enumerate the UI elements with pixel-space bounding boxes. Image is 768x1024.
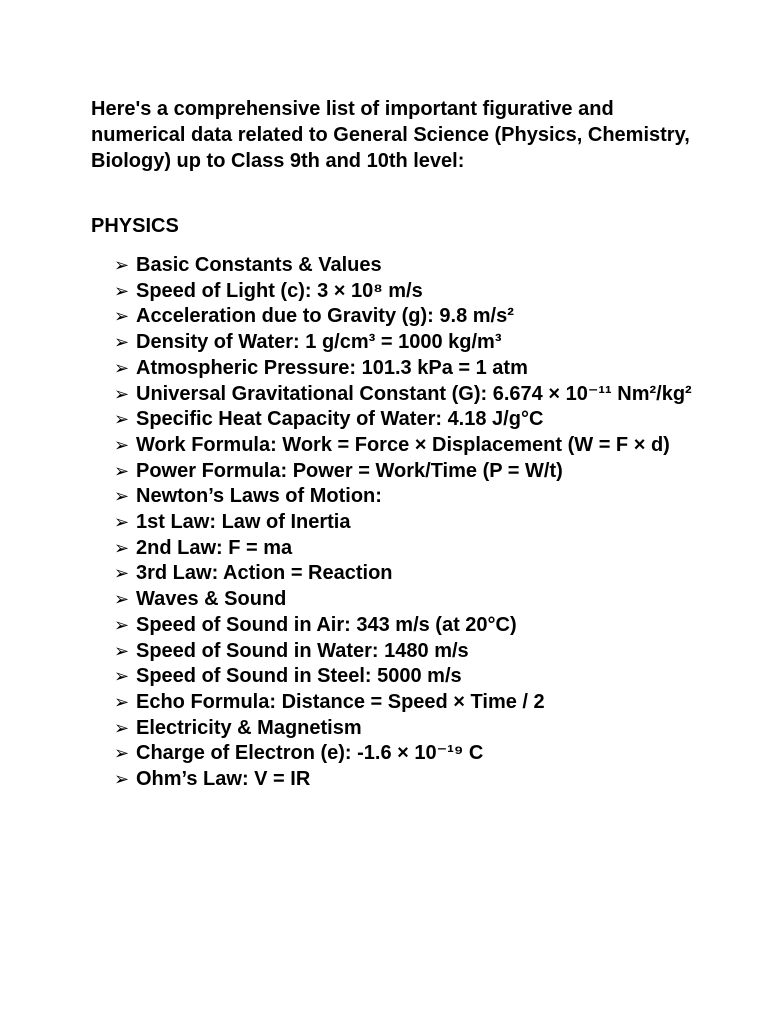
arrow-bullet-icon: ➢ — [114, 614, 130, 636]
list-item-text: Specific Heat Capacity of Water: 4.18 J/g°C — [136, 408, 544, 431]
list-item — [114, 304, 694, 330]
list-item — [114, 510, 694, 536]
list-item — [114, 536, 694, 562]
arrow-bullet-icon: ➢ — [114, 332, 130, 354]
list-item-text: Universal Gravitational Constant (G): 6.674 × 10⁻¹¹ Nm²/kg² — [136, 382, 692, 405]
list-item — [114, 690, 694, 716]
list-item-text: Atmospheric Pressure: 101.3 kPa = 1 atm — [136, 356, 528, 379]
list-item-text: Ohm’s Law: V = IR — [136, 768, 311, 791]
arrow-bullet-icon: ➢ — [114, 537, 130, 559]
arrow-bullet-icon: ➢ — [114, 691, 130, 713]
list-item — [114, 561, 694, 587]
list-item-text: Speed of Light (c): 3 × 10⁸ m/s — [136, 279, 423, 302]
list-item — [114, 279, 694, 305]
list-item — [114, 741, 694, 767]
list-item — [114, 587, 694, 613]
list-item-text: Electricity & Magnetism — [136, 716, 362, 739]
list-item-text: Charge of Electron (e): -1.6 × 10⁻¹⁹ C — [136, 742, 484, 765]
list-item-text: Speed of Sound in Steel: 5000 m/s — [136, 665, 462, 688]
list-item-text: Acceleration due to Gravity (g): 9.8 m/s² — [136, 305, 514, 328]
list-item-text: Echo Formula: Distance = Speed × Time / 2 — [136, 690, 545, 713]
list-item-text: Waves & Sound — [136, 588, 287, 611]
list-item — [114, 356, 694, 382]
list-item-text: 1st Law: Law of Inertia — [136, 511, 351, 534]
list-item-text: Power Formula: Power = Work/Time (P = W/t) — [136, 459, 563, 482]
arrow-bullet-icon: ➢ — [114, 486, 130, 508]
list-item-text: Work Formula: Work = Force × Displacement (W = F × d) — [136, 433, 670, 456]
list-item — [114, 382, 694, 408]
list-item-text: 3rd Law: Action = Reaction — [136, 562, 393, 585]
list-item-text: Density of Water: 1 g/cm³ = 1000 kg/m³ — [136, 331, 502, 354]
arrow-bullet-icon: ➢ — [114, 255, 130, 276]
section-heading-physics: PHYSICS — [91, 215, 179, 237]
list-item — [114, 664, 694, 690]
list-item-text: Speed of Sound in Water: 1480 m/s — [136, 639, 469, 662]
list-item — [114, 716, 694, 742]
arrow-bullet-icon: ➢ — [114, 717, 130, 739]
arrow-bullet-icon: ➢ — [114, 357, 130, 379]
list-item — [114, 613, 694, 639]
physics-bullet-list — [114, 253, 694, 793]
arrow-bullet-icon: ➢ — [114, 280, 130, 302]
arrow-bullet-icon: ➢ — [114, 460, 130, 482]
arrow-bullet-icon: ➢ — [114, 640, 130, 662]
arrow-bullet-icon: ➢ — [114, 409, 130, 431]
arrow-bullet-icon: ➢ — [114, 589, 130, 611]
list-item — [114, 253, 694, 279]
arrow-bullet-icon: ➢ — [114, 743, 130, 765]
arrow-bullet-icon: ➢ — [114, 769, 130, 791]
arrow-bullet-icon: ➢ — [114, 563, 130, 585]
list-item — [114, 484, 694, 510]
list-item-text: Basic Constants & Values — [136, 254, 382, 276]
list-item — [114, 459, 694, 485]
list-item — [114, 433, 694, 459]
arrow-bullet-icon: ➢ — [114, 306, 130, 328]
arrow-bullet-icon: ➢ — [114, 434, 130, 456]
list-item — [114, 639, 694, 665]
list-item — [114, 330, 694, 356]
intro-paragraph: Here's a comprehensive list of important figurative and numerical data related to General Science (Physics, Chemistry, Biology) up to Class 9th and 10th level: — [91, 98, 690, 172]
arrow-bullet-icon: ➢ — [114, 666, 130, 688]
list-item-text: Newton’s Laws of Motion: — [136, 485, 382, 508]
list-item — [114, 767, 694, 793]
list-item-text: 2nd Law: F = ma — [136, 536, 293, 559]
list-item — [114, 407, 694, 433]
list-item-text: Speed of Sound in Air: 343 m/s (at 20°C) — [136, 613, 517, 636]
arrow-bullet-icon: ➢ — [114, 383, 130, 405]
arrow-bullet-icon: ➢ — [114, 512, 130, 534]
